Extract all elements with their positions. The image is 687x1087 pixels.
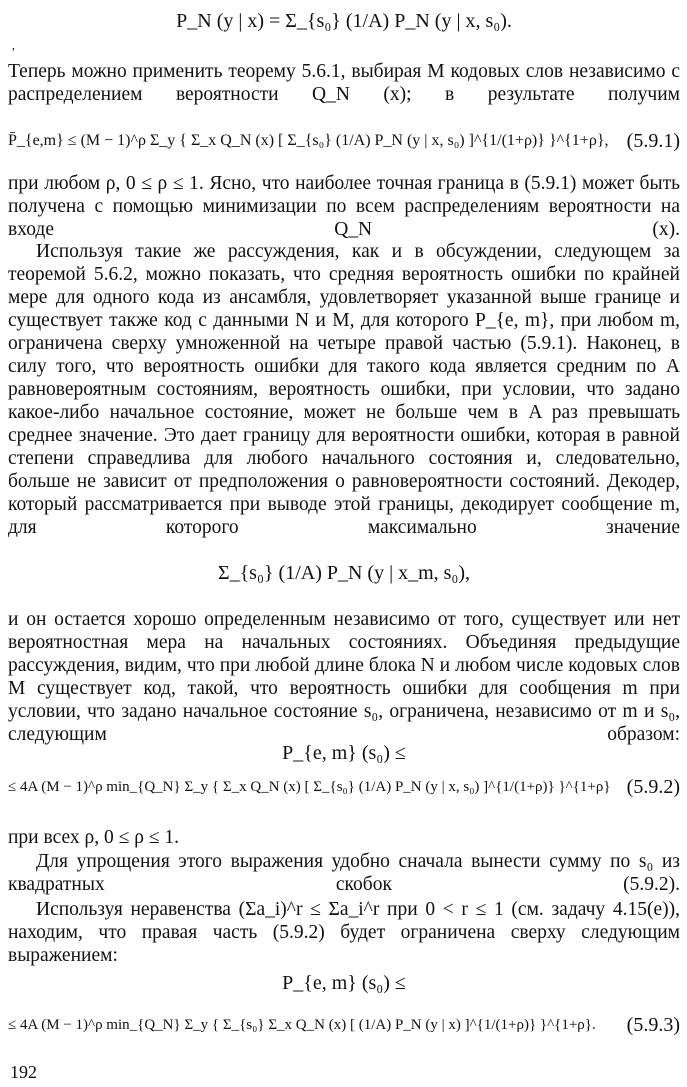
equation-5-9-3 [8, 1008, 680, 1042]
paragraph-main-argument: Используя такие же рассуждения, как и в обсуждении, следующем за теоремой 5.6.2, можно показать, что средняя вероятность ошибки по крайней мере для одного кода из ансамбля, удовлетворяет указанной выше границе и существует также код с данными N и M, для которого P_{e, m}, при любом m, ограничена сверху умноженной на четыре правой частью (5.9.1). Наконец, в силу того, что вероятность ошибки для такого кода является средним по A равновероятным состояниям, вероятность ошибки, при условии, что задано какое-либо начальное состояние, может не больше чем в A раз превышать среднее значение. Это дает границу для вероятности ошибки, которая в равной степени справедлива для любого начального состояния и, следовательно, больше не зависит от предположения о равновероятности состояний. Декодер, который рассматривается при выводе этой границы, декодирует сообщение m, для которого максимально значение [8, 241, 680, 538]
paragraph-code-existence: и он остается хорошо определенным независимо от того, существует или нет вероятностная мера на начальных состояниях. Объединяя предыдущие рассуждения, видим, что при любой длине блока N и любом числе кодовых слов M существует код, такой, что вероятность ошибки для сообщения m при условии, что задано начальное состояние s₀, ограничена, независимо от m и s₀, следующим образом: [8, 609, 680, 745]
equation-number: (5.9.2) [626, 776, 680, 798]
paragraph-simplification: Для упрощения этого выражения удобно сначала вынести сумму по s₀ из квадратных скобок (5.9.2). [8, 851, 680, 895]
equation-number: (5.9.1) [626, 130, 680, 152]
paragraph-minimization: при любом ρ, 0 ≤ ρ ≤ 1. Ясно, что наиболее точная граница в (5.9.1) может быть получена с помощью минимизации по всем распределениям вероятности на входе Q_N (x). [8, 173, 680, 240]
equation-pn-average [8, 4, 680, 38]
paragraph-inequality: Используя неравенства (Σa_i)^r ≤ Σa_i^r при 0 < r ≤ 1 (см. задачу 4.15(е)), находим, что правая часть (5.9.2) будет ограничена сверху следующим выражением: [8, 899, 680, 966]
equation-decoder-metric [8, 556, 680, 590]
page-number: 192 [10, 1062, 37, 1082]
margin-mark: , [12, 38, 15, 52]
equation-text: P_{e, m} (s₀) ≤ [282, 972, 406, 994]
paragraph-rho-range: при всех ρ, 0 ≤ ρ ≤ 1. [8, 827, 179, 848]
equation-text: Σ_{s₀} (1/A) P_N (y | x_m, s₀), [217, 562, 471, 584]
paragraph-theorem-application: Теперь можно применить теорему 5.6.1, выбирая M кодовых слов независимо с распределением вероятности Q_N (x); в результате получим [8, 61, 680, 105]
equation-number: (5.9.3) [626, 1014, 680, 1036]
equation-text: P̄_{e,m} ≤ (M − 1)^ρ Σ_y { Σ_x Q_N (x) [ Σ_{s₀} (1/A) P_N (y | x, s₀) ]^{1/(1+ρ)} }^{1+ρ}, [8, 132, 609, 149]
equation-text: ≤ 4A (M − 1)^ρ min_{Q_N} Σ_y { Σ_{s₀} Σ_x Q_N (x) [ (1/A) P_N (y | x) ]^{1/(1+ρ)} }^{1+ρ}. [8, 1017, 596, 1033]
equation-text: P_{e, m} (s₀) ≤ [282, 742, 406, 764]
equation-text: ≤ 4A (M − 1)^ρ min_{Q_N} Σ_y { Σ_x Q_N (x) [ Σ_{s₀} (1/A) P_N (y | x, s₀) ]^{1/(1+ρ)} }^{1+ρ} [8, 779, 611, 795]
equation-text: P_N (y | x) = Σ_{s₀} (1/A) P_N (y | x, s₀). [176, 10, 512, 32]
equation-5-9-3-lhs [8, 966, 680, 1000]
equation-5-9-1 [8, 124, 680, 158]
equation-5-9-2 [8, 770, 680, 804]
equation-5-9-2-lhs [8, 736, 680, 770]
book-page [8, 0, 680, 1087]
